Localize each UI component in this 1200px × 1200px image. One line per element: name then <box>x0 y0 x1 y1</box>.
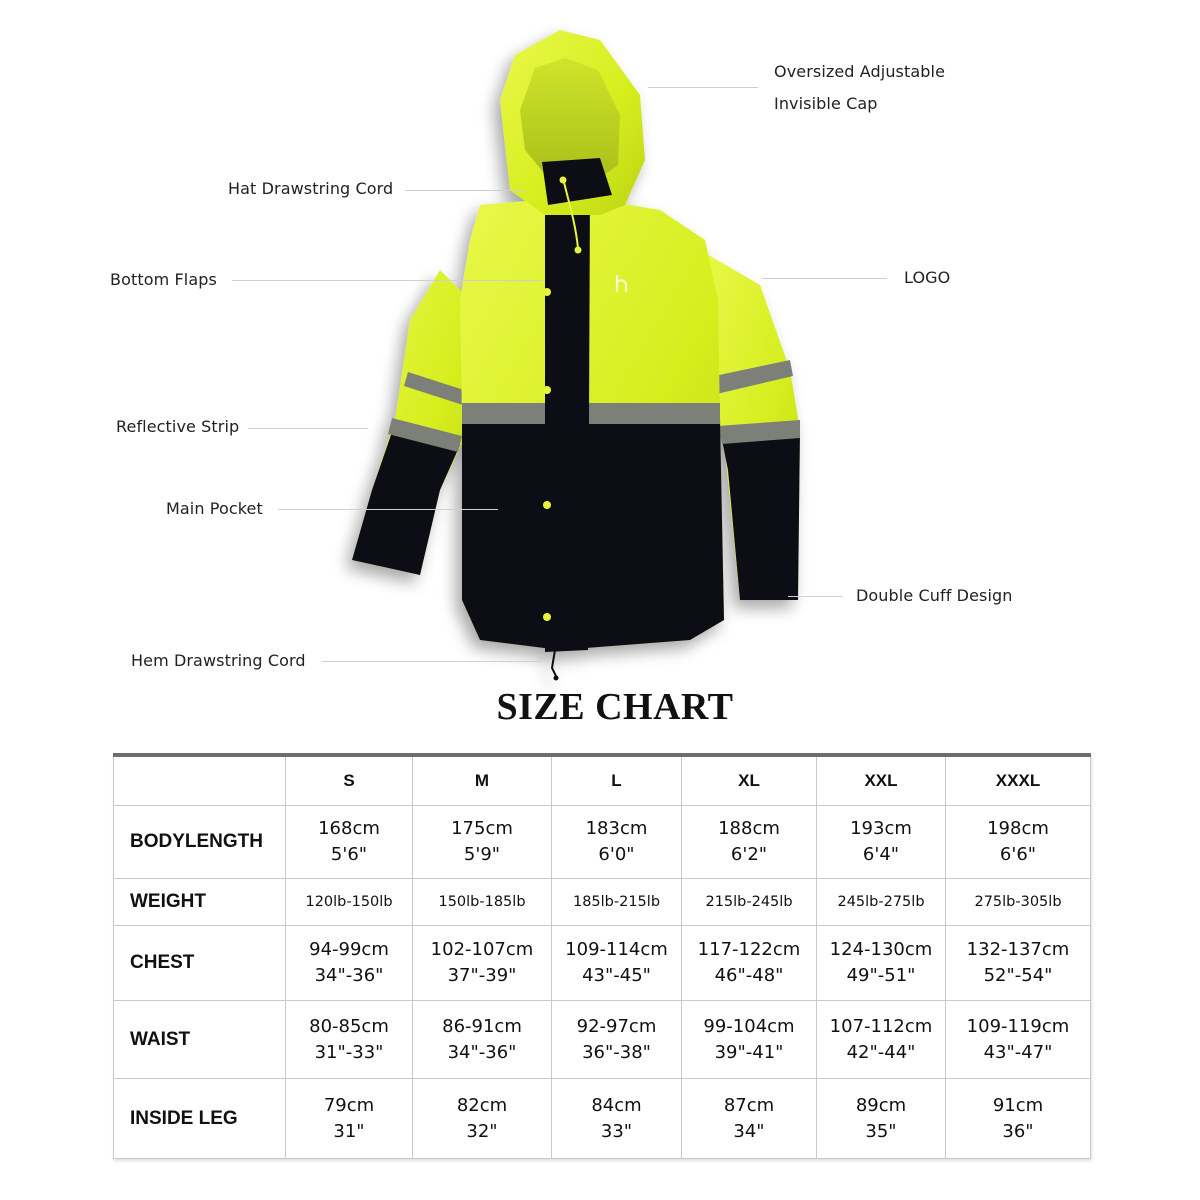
cell-imperial: 6'2" <box>730 844 768 865</box>
table-row-chest <box>114 926 1091 1001</box>
cell-weight-m: 150lb-185lb <box>413 879 552 926</box>
leader-line-cap <box>648 87 758 88</box>
cell-chest-l <box>552 926 682 1001</box>
cell-cm: 188cm <box>718 818 780 839</box>
cell-cm: 117-122cm <box>697 939 801 960</box>
row-label: WEIGHT <box>114 879 286 926</box>
cell-waist-xxxl <box>946 1001 1091 1079</box>
row-label: INSIDE LEG <box>114 1079 286 1159</box>
cell-cm: 84cm <box>591 1094 642 1116</box>
cell-cm: 86-91cm <box>442 1015 522 1037</box>
cell-weight-xxxl: 275lb-305lb <box>946 879 1091 926</box>
cell-chest-m <box>413 926 552 1001</box>
header-size-xxl: XXL <box>817 755 946 806</box>
cell-imperial: 31"-33" <box>314 1041 384 1063</box>
cell-weight-s: 120lb-150lb <box>286 879 413 926</box>
rain-jacket-image <box>330 20 830 690</box>
row-label: CHEST <box>114 926 286 1001</box>
cell-imperial: 43"-45" <box>582 965 651 986</box>
cell-bodylength-l <box>552 806 682 879</box>
cell-bodylength-s <box>286 806 413 879</box>
cell-bodylength-xxl <box>817 806 946 879</box>
cell-cm: 82cm <box>456 1094 508 1116</box>
cell-imperial: 39"-41" <box>714 1041 784 1063</box>
cell-cm: 80-85cm <box>309 1015 389 1037</box>
cell-imperial: 42"-44" <box>846 1041 916 1063</box>
cell-cm: 168cm <box>318 818 380 839</box>
table-row-bodylength <box>114 806 1091 879</box>
cell-waist-m <box>413 1001 552 1079</box>
cell-cm: 198cm <box>987 818 1049 839</box>
cell-imperial: 43"-47" <box>983 1041 1053 1063</box>
callout-hem-drawstring: Hem Drawstring Cord <box>131 651 306 670</box>
table-row-weight <box>114 879 1091 926</box>
cell-imperial: 36"-38" <box>582 1041 651 1063</box>
cell-imperial: 34" <box>733 1120 765 1142</box>
cell-waist-s <box>286 1001 413 1079</box>
callout-reflective-strip: Reflective Strip <box>116 417 240 436</box>
size-chart-title: SIZE CHART <box>496 686 734 728</box>
cell-cm: 109-119cm <box>966 1015 1070 1037</box>
cell-imperial: 35" <box>865 1120 897 1142</box>
cell-imperial: 6'6" <box>999 844 1037 865</box>
cell-imperial: 37"-39" <box>447 965 517 986</box>
cell-imperial: 36" <box>1002 1120 1034 1142</box>
callout-main-pocket: Main Pocket <box>166 499 263 518</box>
cell-imperial: 6'0" <box>598 844 635 865</box>
cell-bodylength-xl <box>682 806 817 879</box>
cell-chest-xxxl <box>946 926 1091 1001</box>
cell-cm: 107-112cm <box>829 1015 933 1037</box>
callout-cap-line2: Invisible Cap <box>774 94 878 113</box>
size-chart-table <box>113 753 1091 1159</box>
cell-imperial: 32" <box>466 1120 498 1142</box>
callout-double-cuff: Double Cuff Design <box>856 586 1013 605</box>
cell-cm: 109-114cm <box>565 939 668 960</box>
cell-imperial: 34"-36" <box>314 965 384 986</box>
cell-weight-xxl: 245lb-275lb <box>817 879 946 926</box>
cell-inside-leg-xxxl <box>946 1079 1091 1159</box>
cell-imperial: 6'4" <box>862 844 900 865</box>
header-size-m: M <box>413 755 552 806</box>
cell-waist-xl <box>682 1001 817 1079</box>
cell-imperial: 34"-36" <box>447 1041 517 1063</box>
cell-inside-leg-xl <box>682 1079 817 1159</box>
leader-line-logo <box>762 278 887 279</box>
callout-bottom-flaps: Bottom Flaps <box>110 270 217 289</box>
cell-cm: 92-97cm <box>576 1015 657 1037</box>
cell-imperial: 5'6" <box>330 844 368 865</box>
cell-imperial: 31" <box>333 1120 365 1142</box>
cell-chest-xxl <box>817 926 946 1001</box>
cell-cm: 175cm <box>451 818 513 839</box>
cell-weight-xl: 215lb-245lb <box>682 879 817 926</box>
cell-cm: 132-137cm <box>966 939 1070 960</box>
cell-imperial: 33" <box>600 1120 633 1142</box>
cell-cm: 91cm <box>992 1094 1044 1116</box>
callout-hat-drawstring: Hat Drawstring Cord <box>228 179 394 198</box>
cell-cm: 193cm <box>850 818 912 839</box>
cell-bodylength-m <box>413 806 552 879</box>
leader-line-bottom-flaps <box>232 280 542 281</box>
table-row-inside-leg <box>114 1079 1091 1159</box>
header-size-xxxl: XXXL <box>946 755 1091 806</box>
row-label: BODYLENGTH <box>114 806 286 879</box>
cell-cm: 94-99cm <box>309 939 389 960</box>
cell-cm: 87cm <box>723 1094 775 1116</box>
size-header-row <box>114 755 1091 806</box>
table-row-waist <box>114 1001 1091 1079</box>
cell-cm: 79cm <box>323 1094 375 1116</box>
cell-imperial: 52"-54" <box>983 965 1053 986</box>
cell-waist-l <box>552 1001 682 1079</box>
row-label: WAIST <box>114 1001 286 1079</box>
cell-inside-leg-xxl <box>817 1079 946 1159</box>
cell-cm: 89cm <box>855 1094 907 1116</box>
callout-logo: LOGO <box>904 268 951 287</box>
cell-waist-xxl <box>817 1001 946 1079</box>
header-size-xl: XL <box>682 755 817 806</box>
cell-inside-leg-s <box>286 1079 413 1159</box>
header-size-l: L <box>552 755 682 806</box>
cell-cm: 99-104cm <box>703 1015 795 1037</box>
leader-line-main-pocket <box>278 509 498 510</box>
cell-bodylength-xxxl <box>946 806 1091 879</box>
cell-weight-l: 185lb-215lb <box>552 879 682 926</box>
leader-line-hem-drawstring <box>322 661 542 662</box>
cell-chest-s <box>286 926 413 1001</box>
header-size-s: S <box>286 755 413 806</box>
header-corner-cell <box>114 755 286 806</box>
cell-imperial: 49"-51" <box>846 965 916 986</box>
cell-imperial: 5'9" <box>463 844 501 865</box>
cell-inside-leg-m <box>413 1079 552 1159</box>
leader-line-reflective-strip <box>248 428 368 429</box>
callout-cap-line1: Oversized Adjustable <box>774 62 946 81</box>
cell-chest-xl <box>682 926 817 1001</box>
cell-cm: 183cm <box>585 818 648 839</box>
cell-cm: 102-107cm <box>430 939 534 960</box>
leader-line-double-cuff <box>788 596 843 597</box>
cell-imperial: 46"-48" <box>714 965 784 986</box>
leader-line-hat-drawstring <box>405 190 525 191</box>
cell-cm: 124-130cm <box>829 939 933 960</box>
cell-inside-leg-l <box>552 1079 682 1159</box>
